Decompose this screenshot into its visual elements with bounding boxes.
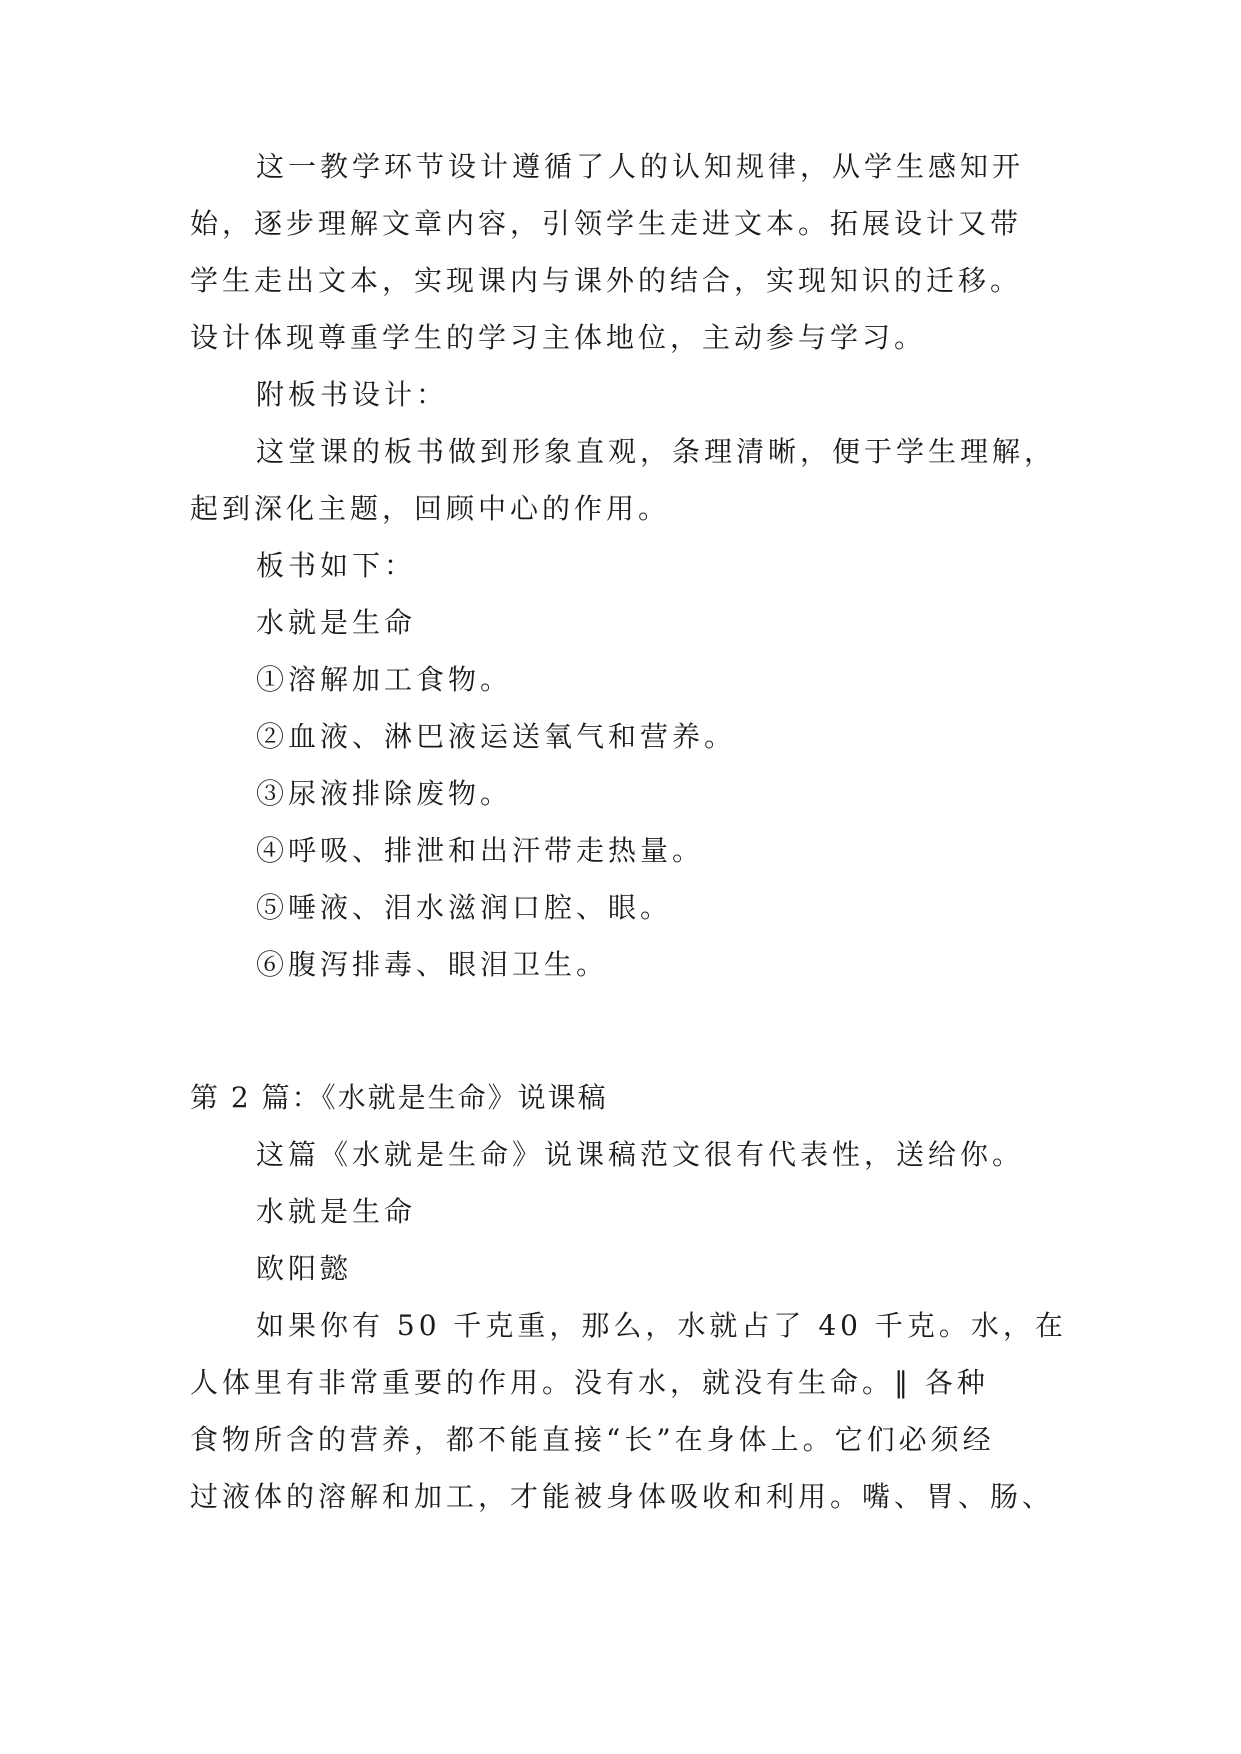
paragraph-line: 人体里有非常重要的作用。没有水，就没有生命。‖ 各种	[190, 1366, 989, 1399]
board-item: ①溶解加工食物。	[256, 663, 513, 696]
board-title: 水就是生命	[256, 606, 417, 639]
board-item: ⑤唾液、泪水滋润口腔、眼。	[256, 891, 673, 924]
paragraph-line: 食物所含的营养，都不能直接“长”在身体上。它们必须经	[190, 1423, 995, 1456]
board-item: ②血液、淋巴液运送氧气和营养。	[256, 720, 737, 753]
section-heading: 第 2 篇：《水就是生命》说课稿	[190, 1081, 608, 1114]
paragraph-line: 这一教学环节设计遵循了人的认知规律，从学生感知开	[256, 150, 1025, 183]
paragraph-line: 设计体现尊重学生的学习主体地位，主动参与学习。	[190, 321, 927, 354]
paragraph-line: 附板书设计：	[256, 378, 449, 411]
paragraph-line: 起到深化主题，回顾中心的作用。	[190, 492, 671, 525]
board-item: ③尿液排除废物。	[256, 777, 513, 810]
paragraph-line: 板书如下：	[256, 549, 417, 582]
board-item: ⑥腹泻排毒、眼泪卫生。	[256, 948, 609, 981]
paragraph-line: 过液体的溶解和加工，才能被身体吸收和利用。嘴、胃、肠、	[190, 1480, 1055, 1513]
paragraph-line: 始，逐步理解文章内容，引领学生走进文本。拓展设计又带	[190, 207, 1023, 240]
article-author: 欧阳懿	[256, 1252, 353, 1285]
board-item: ④呼吸、排泄和出汗带走热量。	[256, 834, 705, 867]
paragraph-line: 如果你有 50 千克重，那么，水就占了 40 千克。水，在	[256, 1309, 1067, 1342]
paragraph-line: 这堂课的板书做到形象直观，条理清晰，便于学生理解，	[256, 435, 1057, 468]
paragraph-line: 学生走出文本，实现课内与课外的结合，实现知识的迁移。	[190, 264, 1023, 297]
paragraph-line: 这篇《水就是生命》说课稿范文很有代表性，送给你。	[256, 1138, 1025, 1171]
article-title: 水就是生命	[256, 1195, 417, 1228]
